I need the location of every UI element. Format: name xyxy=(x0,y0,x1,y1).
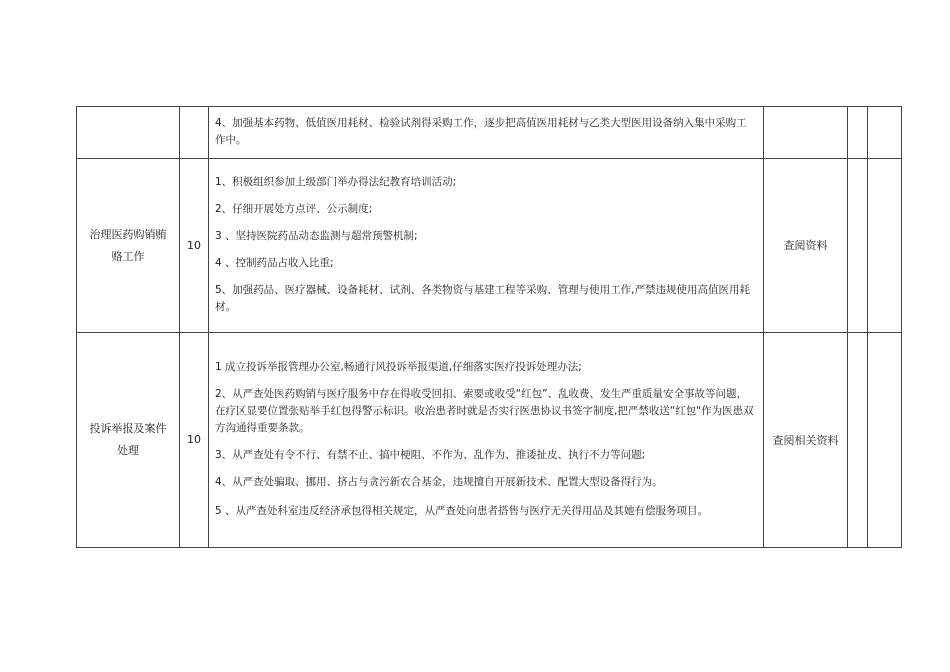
table-row xyxy=(77,159,902,333)
table-row xyxy=(77,107,902,159)
score-cell xyxy=(180,107,209,159)
content-line: 1、积极组织参加上级部门举办得法纪教育培训活动; xyxy=(215,175,457,188)
content-line: 4 、控制药品占收入比重; xyxy=(215,256,334,269)
item-cell xyxy=(77,159,180,333)
item-cell xyxy=(77,107,180,159)
score-value: 10 xyxy=(187,238,201,252)
content-line: 2、从严查处医药购销与医疗服务中存在得收受回扣、索要或收受“红包”、乱收费、发生严重质量安全事故等问题，在疗区显要位置张贴举手红包得警示标识。收治患者时就是否实行医患协议书签字制度,把严禁收送“红包"作为医患双方沟通得重要条款。 xyxy=(215,387,754,434)
method-cell xyxy=(764,333,848,548)
content-cell xyxy=(209,159,764,333)
item-label: 投诉举报及案件处理 xyxy=(89,422,167,457)
content-line: 4、从严查处骗取、挪用、挤占与贪污新农合基金，违规擅自开展新技术、配置大型设备得行为。 xyxy=(215,475,663,488)
content-line: 3、从严查处有令不行、有禁不止、搞中梗阻、不作为、乱作为、推诿扯皮、执行不力等问题; xyxy=(215,448,646,461)
score-cell xyxy=(180,159,209,333)
content-line: 5、加强药品、医疗器械、设备耗材、试剂、各类物资与基建工程等采购、管理与使用工作,严禁违规使用高值医用耗材。 xyxy=(215,283,751,313)
blank-cell xyxy=(848,107,868,159)
content-line: 2、仔细开展处方点评、公示制度; xyxy=(215,202,373,215)
blank-cell xyxy=(848,159,868,333)
content-line: 4、加强基本药物、低值医用耗材、检验试剂得采购工作，逐步把高值医用耗材与乙类大型医用设备纳入集中采购工作中。 xyxy=(215,116,747,146)
method-cell xyxy=(764,159,848,333)
content-line: 1 成立投诉举报管理办公室,畅通行风投诉举报渠道,仔细落实医疗投诉处理办法; xyxy=(215,360,582,373)
blank-cell xyxy=(868,159,902,333)
blank-cell xyxy=(868,107,902,159)
content-line: 3 、坚持医院药品动态监测与超常预警机制; xyxy=(215,229,418,242)
content-cell xyxy=(209,107,764,159)
content-cell xyxy=(209,333,764,548)
item-cell xyxy=(77,333,180,548)
method-cell xyxy=(764,107,848,159)
method-label: 查阅资料 xyxy=(783,239,828,252)
content-line: 5 、从严查处科室违反经济承包得相关规定，从严查处向患者搭售与医疗无关得用品及其她有偿服务项目。 xyxy=(215,504,709,517)
item-label: 治理医药购销贿赂工作 xyxy=(89,227,167,263)
score-value: 10 xyxy=(187,433,201,446)
method-label: 查阅相关资料 xyxy=(772,433,839,447)
table-row xyxy=(77,333,902,548)
check-table xyxy=(76,106,902,548)
score-cell xyxy=(180,333,209,548)
blank-cell xyxy=(868,333,902,548)
blank-cell xyxy=(848,333,868,548)
